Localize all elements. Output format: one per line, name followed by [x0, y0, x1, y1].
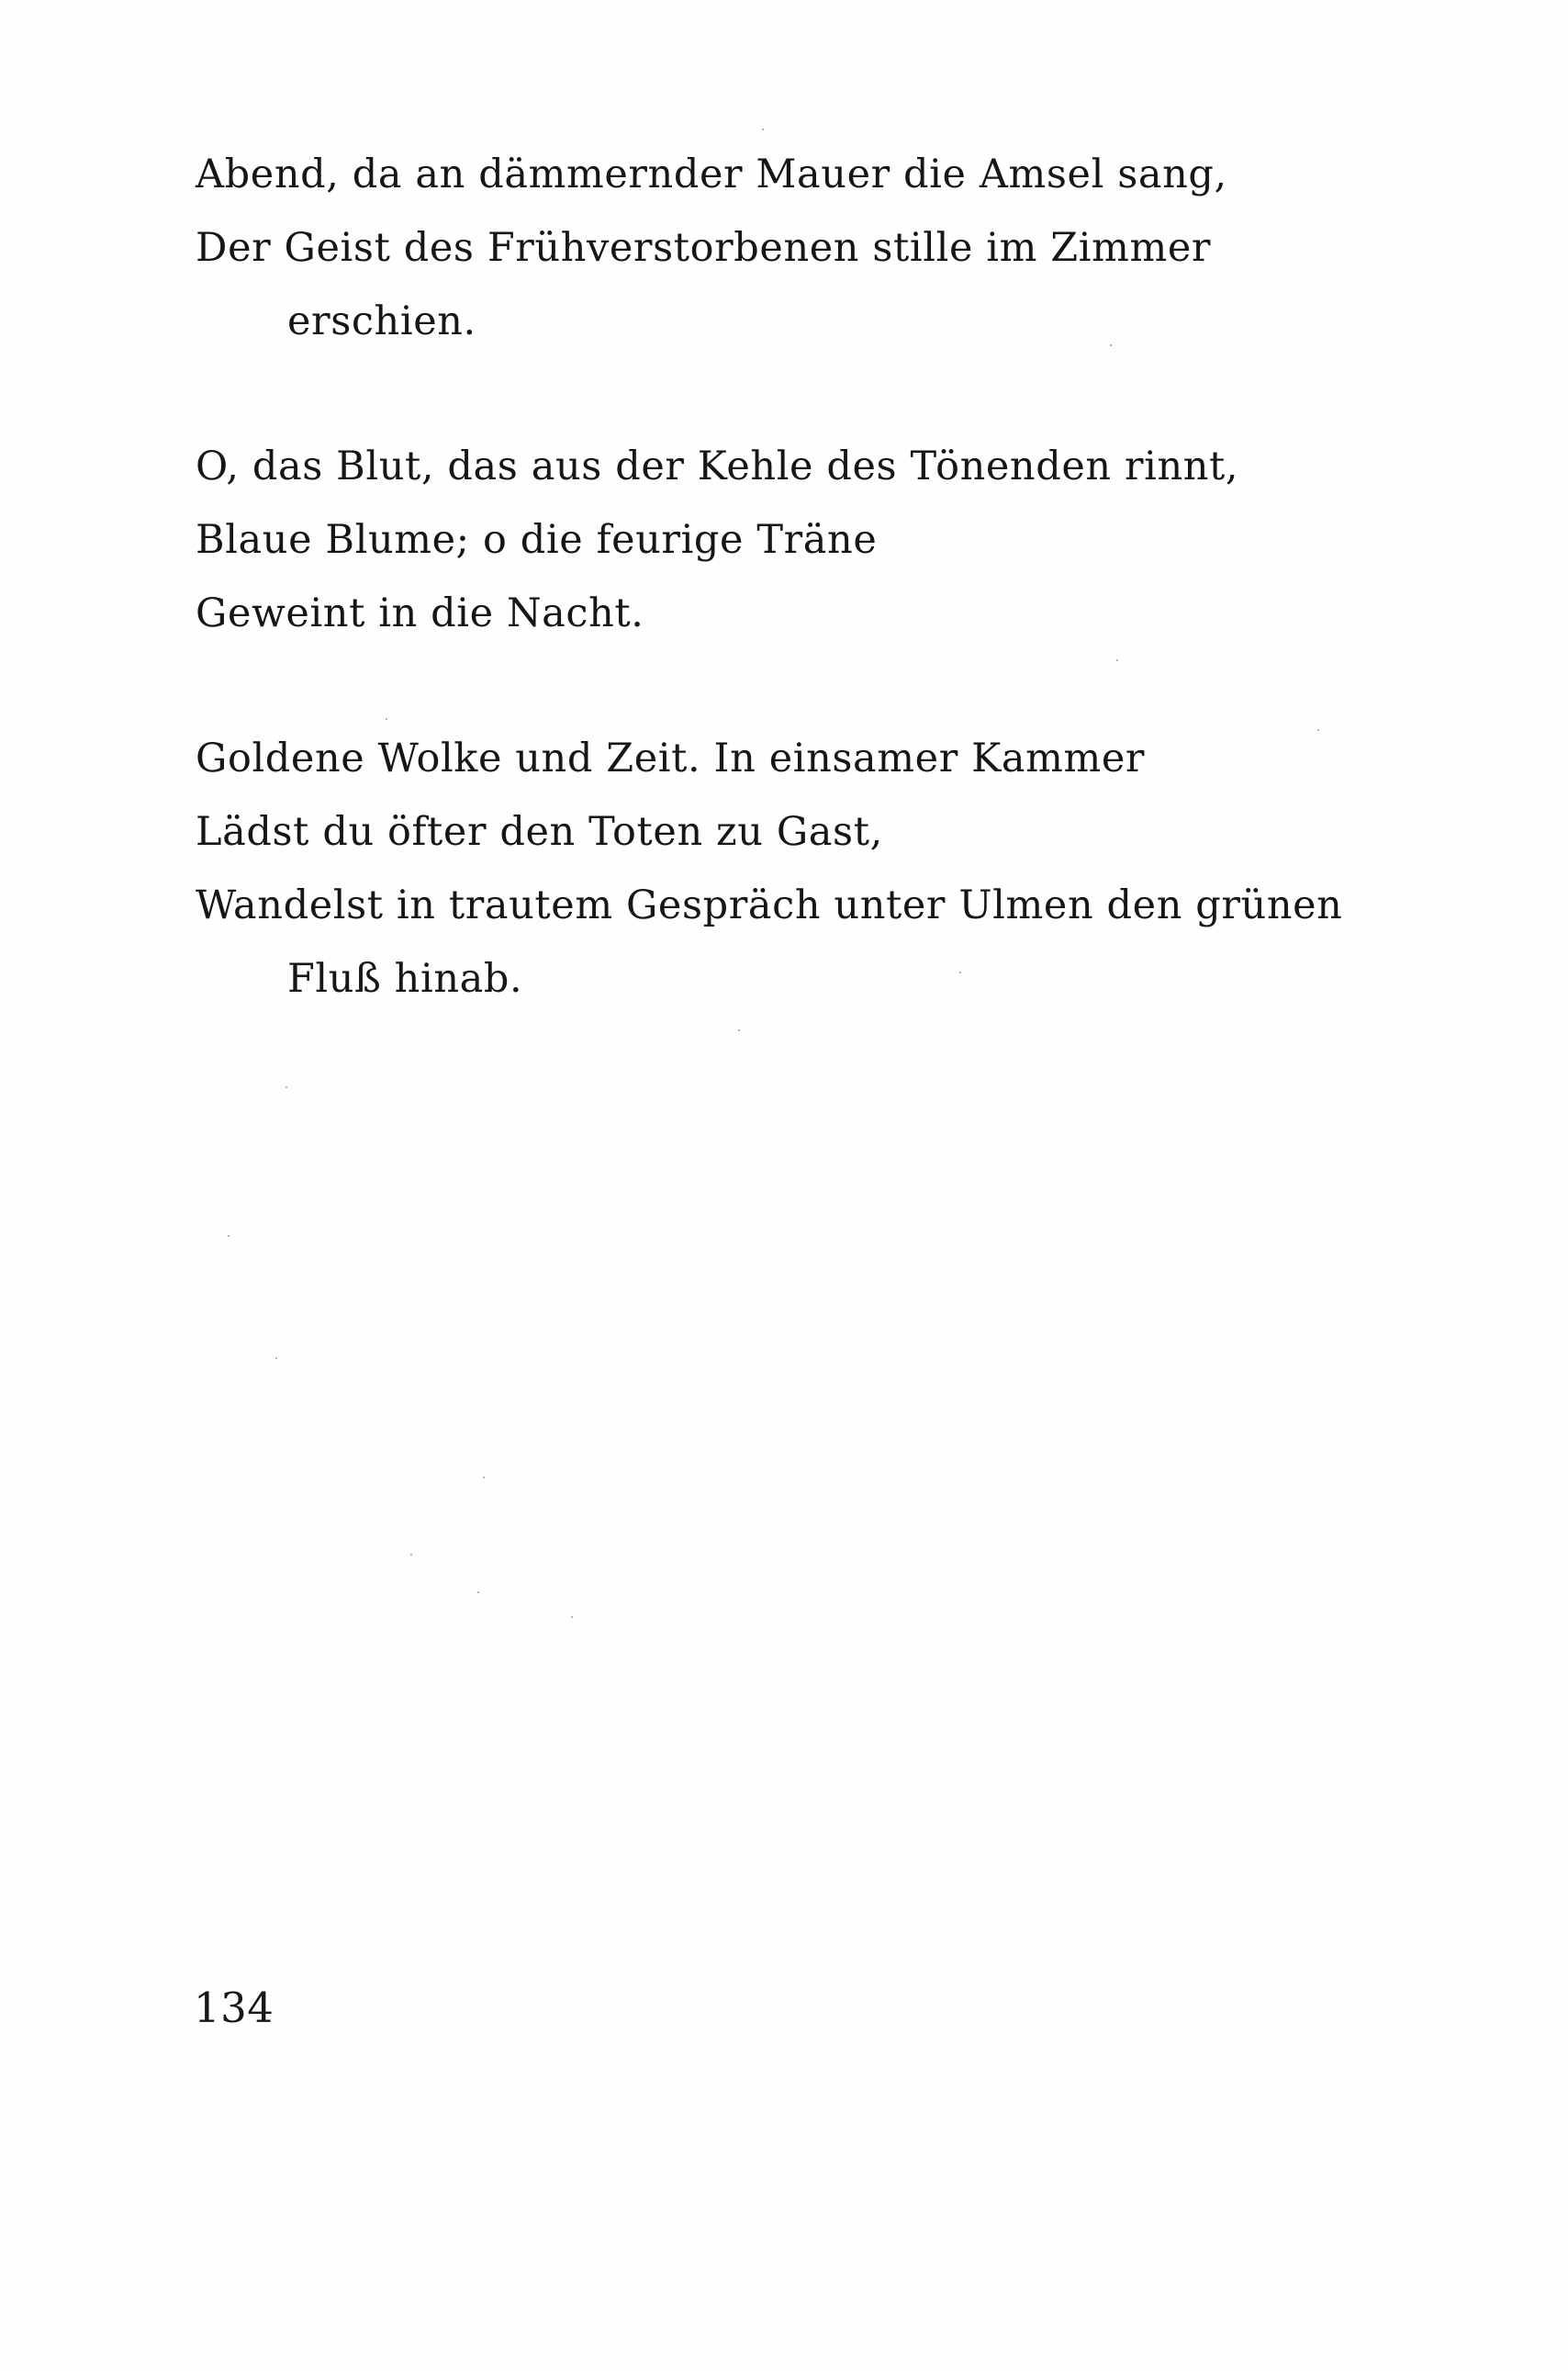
- poem-line: Blaue Blume; o die feurige Träne: [196, 517, 878, 563]
- scan-speck: [477, 1591, 479, 1593]
- poem-line-continuation: Fluß hinab.: [287, 956, 523, 1002]
- poem-line-continuation: erschien.: [287, 298, 476, 344]
- page-number: 134: [194, 1983, 274, 2032]
- poem-line: Wandelst in trautem Gespräch unter Ulmen den grünen: [196, 882, 1343, 928]
- scan-speck: [386, 718, 387, 720]
- poem-line: Der Geist des Frühverstorbenen stille im Zimmer: [196, 225, 1212, 271]
- stanza-2: [196, 430, 1518, 650]
- poem-line: O, das Blut, das aus der Kehle des Tönenden rinnt,: [196, 444, 1239, 489]
- scan-speck: [275, 1357, 277, 1359]
- poem-line: Abend, da an dämmernder Mauer die Amsel sang,: [196, 152, 1227, 197]
- scan-speck: [959, 972, 961, 973]
- poem-line: Lädst du öfter den Toten zu Gast,: [196, 809, 883, 855]
- scan-speck: [410, 1554, 412, 1556]
- scan-speck: [762, 129, 764, 130]
- stanza-1: [196, 138, 1518, 358]
- poem-line: Goldene Wolke und Zeit. In einsamer Kammer: [196, 736, 1146, 781]
- scan-speck: [738, 1029, 740, 1031]
- scan-speck: [1116, 659, 1118, 661]
- scan-speck: [483, 1477, 485, 1478]
- scan-speck: [286, 1086, 287, 1088]
- scan-speck: [228, 1235, 230, 1237]
- scan-speck: [1110, 344, 1112, 346]
- poem-text: [196, 138, 1518, 1087]
- poem-line: Geweint in die Nacht.: [196, 590, 644, 636]
- scan-speck: [1317, 729, 1319, 731]
- scan-speck: [571, 1616, 573, 1618]
- stanza-3: [196, 722, 1518, 1016]
